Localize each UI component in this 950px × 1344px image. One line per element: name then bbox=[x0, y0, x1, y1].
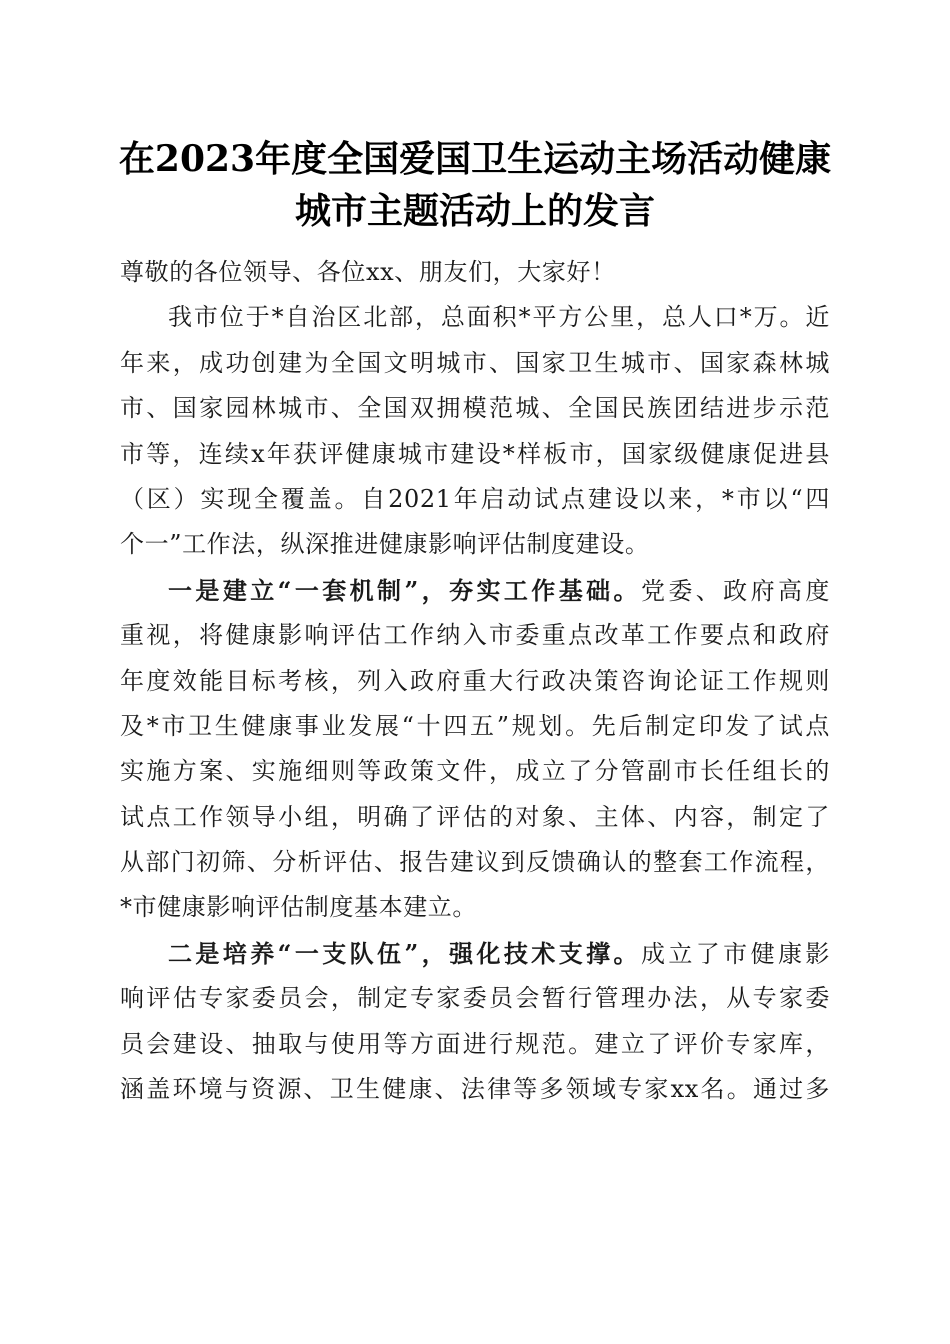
paragraph-line: 试点工作领导小组，明确了评估的对象、主体、内容，制定了 bbox=[120, 802, 830, 831]
title-line-2: 城市主题活动上的发言 bbox=[294, 190, 655, 232]
paragraph-line: 涵盖环境与资源、卫生健康、法律等多领域专家xx名。通过多 bbox=[120, 1075, 830, 1104]
paragraph-line: 我市位于*自治区北部，总面积*平方公里，总人口*万。近 bbox=[168, 303, 830, 332]
greeting: 尊敬的各位领导、各位xx、朋友们，大家好！ bbox=[120, 258, 616, 286]
paragraph-line: 个一”工作法，纵深推进健康影响评估制度建设。 bbox=[120, 530, 650, 559]
paragraph-line: 重视，将健康影响评估工作纳入市委重点改革工作要点和政府 bbox=[120, 621, 830, 650]
paragraph-line bbox=[120, 568, 830, 613]
paragraph-line: 年来，成功创建为全国文明城市、国家卫生城市、国家森林城 bbox=[120, 348, 830, 377]
paragraph-line: 及*市卫生健康事业发展“十四五”规划。先后制定印发了试点 bbox=[120, 711, 830, 740]
paragraph-line: 从部门初筛、分析评估、报告建议到反馈确认的整套工作流程， bbox=[120, 848, 830, 877]
document-body bbox=[120, 250, 830, 1112]
paragraph-line: 市等，连续x年获评健康城市建设*样板市，国家级健康促进县 bbox=[120, 439, 830, 468]
paragraph-line: 实施方案、实施细则等政策文件，成立了分管副市长任组长的 bbox=[120, 757, 830, 786]
paragraph-line bbox=[120, 931, 830, 976]
title-line-1: 在2023年度全国爱国卫生运动主场活动健康 bbox=[118, 138, 832, 180]
heading-continuation: 党委、政府高度 bbox=[640, 576, 830, 605]
paragraph-line: *市健康影响评估制度基本建立。 bbox=[120, 893, 477, 922]
paragraph-line: 市、国家园林城市、全国双拥模范城、全国民族团结进步示范 bbox=[120, 394, 830, 423]
section-heading-1: 一是建立“一套机制”，夯实工作基础。 bbox=[168, 575, 641, 605]
section-heading-2: 二是培养“一支队伍”，强化技术支撑。 bbox=[168, 938, 641, 968]
paragraph-3 bbox=[120, 931, 830, 1113]
paragraph-line: 年度效能目标考核，列入政府重大行政决策咨询论证工作规则 bbox=[120, 666, 830, 695]
paragraph-1 bbox=[120, 295, 830, 567]
paragraph-line: （区）实现全覆盖。自2021年启动试点建设以来，*市以“四 bbox=[120, 484, 830, 513]
paragraph-2 bbox=[120, 568, 830, 931]
document-title bbox=[100, 133, 850, 237]
paragraph-line: 员会建设、抽取与使用等方面进行规范。建立了评价专家库， bbox=[120, 1029, 830, 1058]
heading-continuation: 成立了市健康影 bbox=[640, 939, 830, 968]
paragraph-line: 响评估专家委员会，制定专家委员会暂行管理办法，从专家委 bbox=[120, 984, 830, 1013]
